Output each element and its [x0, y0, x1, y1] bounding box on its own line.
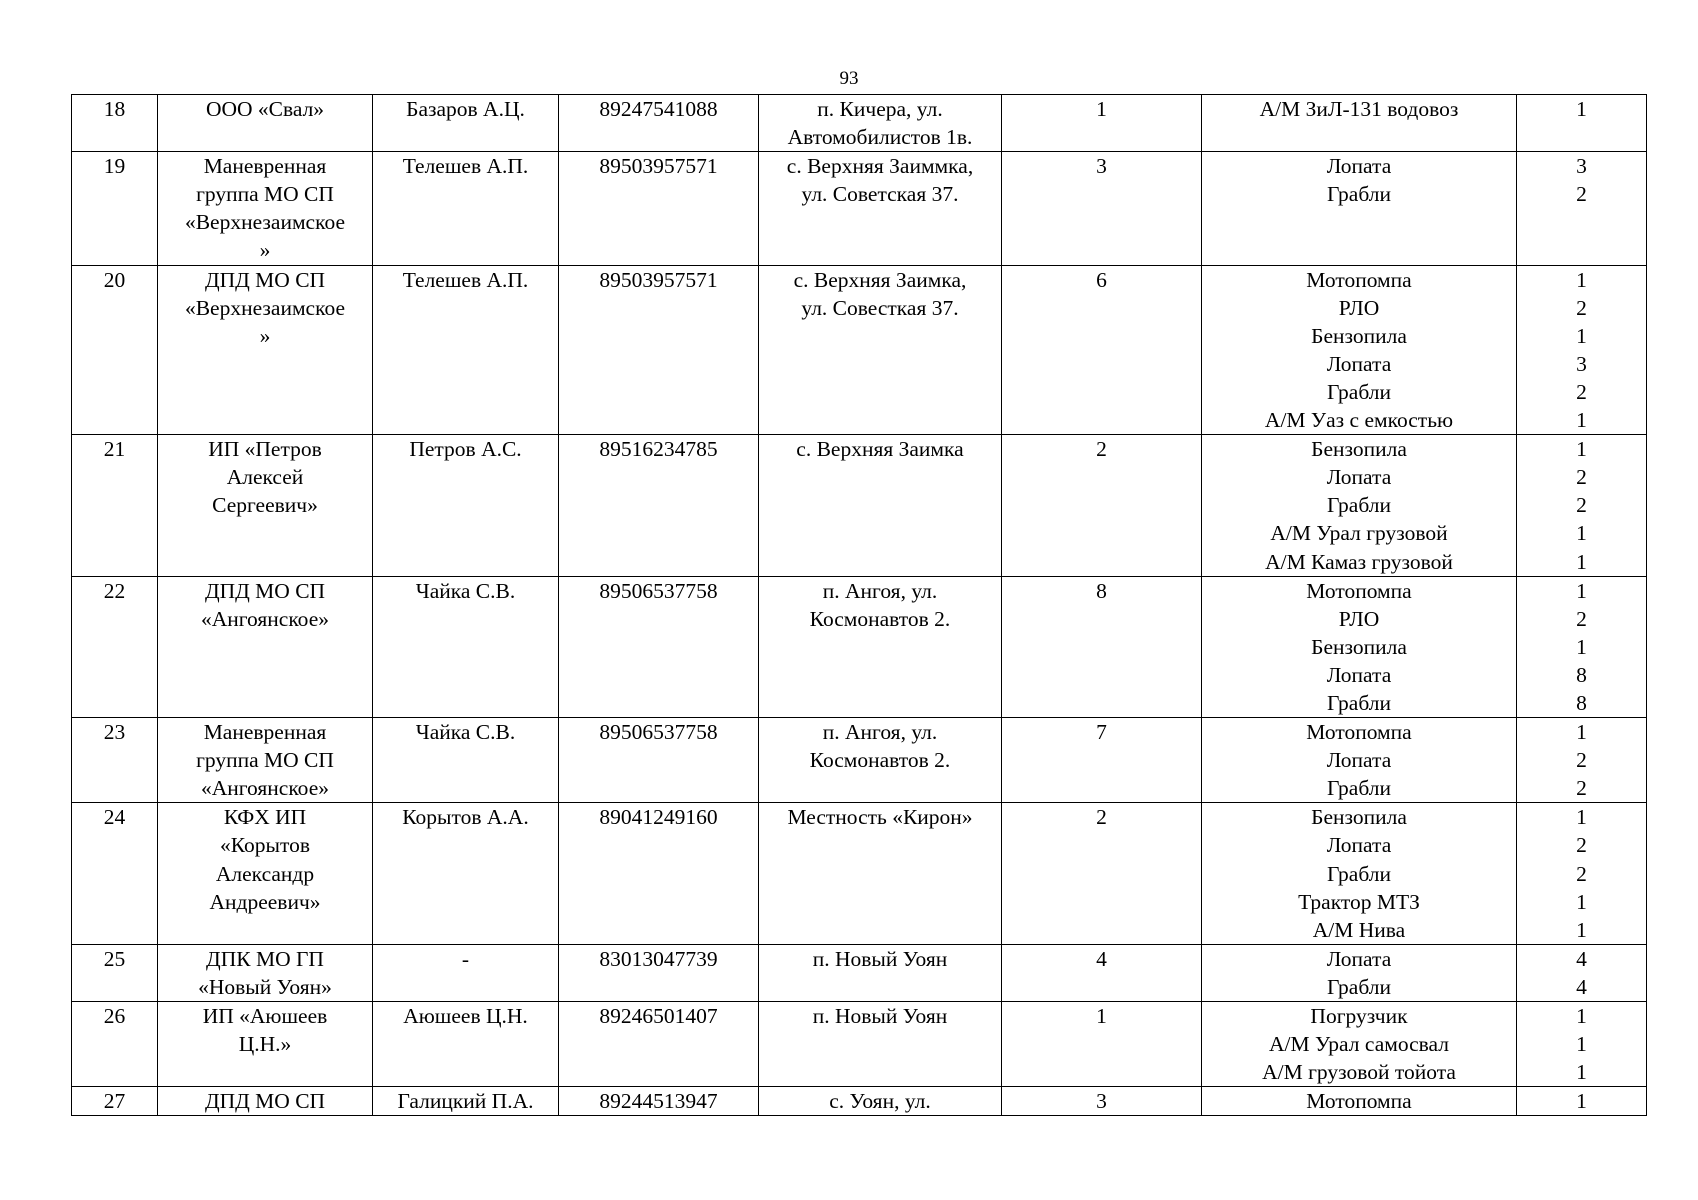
organization-line: «Корытов: [220, 833, 310, 858]
equipment-qty-line: 1: [1576, 917, 1587, 942]
personnel-count-cell: [1002, 576, 1202, 717]
address-line: п. Ангоя, ул.: [822, 578, 938, 603]
phone-number-cell: [559, 944, 759, 1001]
personnel-count-cell: [1002, 718, 1202, 803]
phone-number: 89246501407: [599, 1004, 718, 1028]
organization-line: ДПД МО СП: [204, 267, 326, 292]
equipment-qty-line: 1: [1576, 323, 1587, 348]
address-line: п. Кичера, ул.: [817, 97, 943, 121]
equipment-list-cell: [1202, 152, 1517, 265]
organization-line: Александр: [215, 861, 315, 886]
equipment-list-line: Бензопила: [1311, 805, 1407, 830]
responsible-person: Телешев А.П.: [402, 154, 529, 179]
organization-line: группа МО СП: [196, 182, 334, 207]
organization-line: »: [259, 238, 271, 263]
personnel-count: 2: [1096, 805, 1107, 830]
address-line: Автомобилистов 1в.: [787, 125, 973, 150]
organization-line: группа МО СП: [196, 748, 334, 773]
personnel-count: 1: [1096, 97, 1107, 121]
equipment-qty-line: 1: [1576, 549, 1587, 574]
organization-line: Ц.Н.»: [238, 1032, 292, 1057]
address-cell: [759, 803, 1002, 944]
responsible-person: Аюшеев Ц.Н.: [403, 1004, 528, 1028]
organization-line: «Ангоянское»: [200, 606, 329, 631]
address-line: ул. Совесткая 37.: [801, 295, 959, 320]
equipment-list-line: Лопата: [1326, 748, 1392, 773]
organization-cell: [158, 803, 373, 944]
row-number-cell: [72, 944, 158, 1001]
personnel-count: 1: [1096, 1004, 1107, 1028]
personnel-count-cell: [1002, 803, 1202, 944]
phone-number-cell: [559, 803, 759, 944]
equipment-qty-line: 1: [1576, 805, 1587, 830]
equipment-qty-cell: [1517, 1002, 1647, 1087]
organization-line: ДПД МО СП: [204, 578, 326, 603]
personnel-count-cell: [1002, 944, 1202, 1001]
phone-number: 89506537758: [599, 578, 718, 603]
phone-number-cell: [559, 1002, 759, 1087]
equipment-list-cell: [1202, 576, 1517, 717]
personnel-count: 4: [1096, 946, 1107, 971]
address-cell: [759, 95, 1002, 152]
organization-cell: [158, 576, 373, 717]
responsible-person-cell: [373, 803, 559, 944]
personnel-count-cell: [1002, 435, 1202, 576]
equipment-list-line: Мотопомпа: [1306, 267, 1412, 292]
equipment-qty-line: 1: [1576, 1089, 1587, 1114]
row-number: 25: [103, 946, 126, 971]
equipment-qty-line: 8: [1576, 690, 1587, 715]
personnel-count-cell: [1002, 152, 1202, 265]
phone-number-cell: [559, 435, 759, 576]
responsible-person: -: [461, 946, 470, 971]
row-number: 27: [103, 1089, 126, 1114]
organization-cell: [158, 1087, 373, 1116]
address-line: с. Верхняя Заимка: [796, 437, 964, 462]
organization-cell: [158, 152, 373, 265]
row-number-cell: [72, 576, 158, 717]
row-number: 19: [103, 154, 126, 179]
equipment-qty-line: 4: [1576, 946, 1587, 971]
equipment-list-line: Бензопила: [1311, 437, 1407, 462]
equipment-list-line: Грабли: [1326, 690, 1391, 715]
personnel-count-cell: [1002, 265, 1202, 435]
responsible-person-cell: [373, 95, 559, 152]
phone-number-cell: [559, 265, 759, 435]
equipment-qty-line: 3: [1576, 154, 1587, 179]
organization-cell: [158, 944, 373, 1001]
organization-line: Андреевич»: [209, 889, 321, 914]
equipment-list-line: Грабли: [1326, 974, 1391, 999]
table-row: [72, 718, 1647, 803]
equipment-list-cell: [1202, 803, 1517, 944]
resources-table: [71, 94, 1647, 1116]
equipment-list-line: Трактор МТЗ: [1298, 889, 1420, 914]
equipment-qty-line: 8: [1576, 662, 1587, 687]
row-number-cell: [72, 265, 158, 435]
equipment-qty-line: 2: [1576, 465, 1587, 490]
row-number: 22: [103, 578, 126, 603]
personnel-count: 2: [1096, 437, 1107, 462]
equipment-qty-line: 1: [1576, 408, 1587, 433]
table-row: [72, 152, 1647, 265]
responsible-person-cell: [373, 718, 559, 803]
equipment-list-line: Мотопомпа: [1306, 720, 1412, 745]
equipment-list-line: Грабли: [1326, 861, 1391, 886]
equipment-qty-line: 2: [1576, 748, 1587, 773]
address-line: п. Новый Уоян: [812, 1004, 948, 1028]
row-number: 23: [103, 720, 126, 745]
row-number-cell: [72, 152, 158, 265]
equipment-qty-line: 1: [1576, 1004, 1587, 1028]
organization-cell: [158, 718, 373, 803]
responsible-person: Телешев А.П.: [402, 267, 529, 292]
equipment-list-line: А/М грузовой тойота: [1262, 1060, 1456, 1085]
equipment-list-line: Бензопила: [1311, 323, 1407, 348]
equipment-list-line: А/М Урал самосвал: [1268, 1032, 1450, 1057]
equipment-qty-line: 2: [1576, 861, 1587, 886]
table-body: [72, 95, 1647, 1116]
organization-line: ИП «Петров: [208, 437, 322, 462]
phone-number-cell: [559, 152, 759, 265]
equipment-list-line: Лопата: [1326, 946, 1392, 971]
responsible-person: Галицкий П.А.: [397, 1089, 534, 1114]
address-line: п. Ангоя, ул.: [822, 720, 938, 745]
equipment-list-line: Грабли: [1326, 379, 1391, 404]
equipment-qty-cell: [1517, 152, 1647, 265]
organization-line: »: [259, 323, 271, 348]
responsible-person-cell: [373, 944, 559, 1001]
equipment-list-line: Грабли: [1326, 493, 1391, 518]
phone-number: 89516234785: [599, 437, 718, 462]
row-number: 21: [103, 437, 126, 462]
equipment-list-line: А/М Нива: [1312, 917, 1406, 942]
equipment-qty-line: 1: [1576, 634, 1587, 659]
equipment-list-line: А/М Урал грузовой: [1270, 521, 1448, 546]
phone-number: 89503957571: [599, 267, 718, 292]
address-cell: [759, 944, 1002, 1001]
responsible-person: Базаров А.Ц.: [406, 97, 525, 121]
equipment-list-line: Грабли: [1326, 182, 1391, 207]
responsible-person: Чайка С.В.: [415, 578, 516, 603]
equipment-qty-line: 1: [1576, 889, 1587, 914]
address-line: с. Верхняя Заиммка,: [786, 154, 974, 179]
organization-line: Алексей: [226, 465, 304, 490]
equipment-list-line: А/М Камаз грузовой: [1265, 549, 1453, 574]
row-number: 18: [103, 97, 126, 121]
row-number: 20: [103, 267, 126, 292]
row-number-cell: [72, 803, 158, 944]
equipment-qty-line: 2: [1576, 379, 1587, 404]
equipment-qty-cell: [1517, 718, 1647, 803]
equipment-qty-line: 2: [1576, 606, 1587, 631]
equipment-list-cell: [1202, 265, 1517, 435]
responsible-person-cell: [373, 435, 559, 576]
phone-number: 89244513947: [599, 1089, 718, 1114]
organization-cell: [158, 435, 373, 576]
equipment-list-cell: [1202, 944, 1517, 1001]
table-row: [72, 944, 1647, 1001]
equipment-qty-cell: [1517, 1087, 1647, 1116]
equipment-qty-cell: [1517, 803, 1647, 944]
personnel-count-cell: [1002, 1087, 1202, 1116]
equipment-list-cell: [1202, 95, 1517, 152]
equipment-qty-line: 4: [1576, 974, 1587, 999]
equipment-list-line: Бензопила: [1311, 634, 1407, 659]
row-number-cell: [72, 718, 158, 803]
equipment-list-line: А/М Уаз с емкостью: [1264, 408, 1454, 433]
address-cell: [759, 152, 1002, 265]
phone-number: 89247541088: [599, 97, 718, 121]
equipment-qty-cell: [1517, 944, 1647, 1001]
equipment-qty-line: 2: [1576, 776, 1587, 801]
equipment-list-line: Лопата: [1326, 154, 1392, 179]
organization-line: Маневренная: [203, 720, 327, 745]
personnel-count-cell: [1002, 1002, 1202, 1087]
equipment-qty-line: 2: [1576, 182, 1587, 207]
address-cell: [759, 718, 1002, 803]
equipment-list-line: РЛО: [1338, 606, 1380, 631]
page-number: 93: [839, 68, 859, 89]
organization-line: ООО «Свал»: [205, 97, 325, 121]
table-row: [72, 576, 1647, 717]
equipment-list-line: Погрузчик: [1310, 1004, 1408, 1028]
equipment-list-line: Грабли: [1326, 776, 1391, 801]
responsible-person: Петров А.С.: [409, 437, 522, 462]
personnel-count: 7: [1096, 720, 1107, 745]
address-cell: [759, 265, 1002, 435]
row-number-cell: [72, 435, 158, 576]
organization-line: «Верхнезаимское: [184, 295, 346, 320]
row-number-cell: [72, 1002, 158, 1087]
organization-line: ДПД МО СП: [204, 1089, 326, 1114]
organization-line: «Верхнезаимское: [184, 210, 346, 235]
equipment-list-line: Лопата: [1326, 351, 1392, 376]
equipment-list-cell: [1202, 1087, 1517, 1116]
organization-line: Сергеевич»: [212, 493, 318, 518]
organization-line: «Новый Уоян»: [198, 974, 332, 999]
personnel-count: 6: [1096, 267, 1107, 292]
organization-cell: [158, 95, 373, 152]
row-number: 24: [103, 805, 126, 830]
equipment-qty-cell: [1517, 435, 1647, 576]
equipment-qty-line: 1: [1576, 1060, 1587, 1085]
equipment-list-line: Мотопомпа: [1306, 1089, 1412, 1114]
equipment-qty-line: 1: [1576, 97, 1587, 121]
equipment-qty-line: 1: [1576, 521, 1587, 546]
equipment-qty-line: 2: [1576, 493, 1587, 518]
table-row: [72, 1087, 1647, 1116]
equipment-list-line: Лопата: [1326, 833, 1392, 858]
organization-cell: [158, 265, 373, 435]
equipment-list-cell: [1202, 718, 1517, 803]
responsible-person-cell: [373, 265, 559, 435]
equipment-qty-line: 1: [1576, 267, 1587, 292]
phone-number-cell: [559, 576, 759, 717]
organization-line: Маневренная: [203, 154, 327, 179]
address-line: ул. Советская 37.: [801, 182, 959, 207]
equipment-qty-line: 1: [1576, 578, 1587, 603]
address-line: с. Уоян, ул.: [829, 1089, 931, 1114]
table-row: [72, 95, 1647, 152]
personnel-count: 3: [1096, 1089, 1107, 1114]
equipment-qty-line: 2: [1576, 833, 1587, 858]
phone-number-cell: [559, 718, 759, 803]
row-number: 26: [103, 1004, 126, 1028]
phone-number: 89503957571: [599, 154, 718, 179]
equipment-qty-line: 1: [1576, 437, 1587, 462]
organization-line: ДПК МО ГП: [206, 946, 324, 971]
responsible-person-cell: [373, 152, 559, 265]
equipment-list-line: А/М ЗиЛ-131 водовоз: [1259, 97, 1459, 121]
row-number-cell: [72, 1087, 158, 1116]
table-row: [72, 1002, 1647, 1087]
phone-number: 89041249160: [599, 805, 718, 830]
equipment-list-line: Лопата: [1326, 662, 1392, 687]
equipment-list-line: РЛО: [1338, 295, 1380, 320]
organization-line: ИП «Аюшеев: [202, 1004, 328, 1028]
address-cell: [759, 576, 1002, 717]
address-line: Местность «Кирон»: [787, 805, 973, 830]
personnel-count-cell: [1002, 95, 1202, 152]
equipment-qty-line: 1: [1576, 1032, 1587, 1057]
address-cell: [759, 435, 1002, 576]
address-cell: [759, 1087, 1002, 1116]
personnel-count: 3: [1096, 154, 1107, 179]
address-line: с. Верхняя Заимка,: [793, 267, 967, 292]
phone-number-cell: [559, 95, 759, 152]
address-line: Космонавтов 2.: [809, 748, 951, 773]
table-row: [72, 265, 1647, 435]
address-line: Космонавтов 2.: [809, 606, 951, 631]
table-row: [72, 803, 1647, 944]
phone-number-cell: [559, 1087, 759, 1116]
responsible-person-cell: [373, 1087, 559, 1116]
table-row: [72, 435, 1647, 576]
equipment-qty-line: 2: [1576, 295, 1587, 320]
equipment-list-line: Мотопомпа: [1306, 578, 1412, 603]
organization-line: КФХ ИП: [223, 805, 307, 830]
row-number-cell: [72, 95, 158, 152]
responsible-person-cell: [373, 1002, 559, 1087]
address-cell: [759, 1002, 1002, 1087]
organization-line: «Ангоянское»: [200, 776, 329, 801]
organization-cell: [158, 1002, 373, 1087]
responsible-person: Корытов А.А.: [402, 805, 529, 830]
personnel-count: 8: [1096, 578, 1107, 603]
responsible-person: Чайка С.В.: [415, 720, 516, 745]
equipment-list-cell: [1202, 435, 1517, 576]
equipment-list-line: Лопата: [1326, 465, 1392, 490]
equipment-qty-line: 1: [1576, 720, 1587, 745]
address-line: п. Новый Уоян: [812, 946, 948, 971]
equipment-qty-line: 3: [1576, 351, 1587, 376]
responsible-person-cell: [373, 576, 559, 717]
phone-number: 83013047739: [599, 946, 718, 971]
equipment-list-cell: [1202, 1002, 1517, 1087]
equipment-qty-cell: [1517, 265, 1647, 435]
phone-number: 89506537758: [599, 720, 718, 745]
equipment-qty-cell: [1517, 576, 1647, 717]
equipment-qty-cell: [1517, 95, 1647, 152]
